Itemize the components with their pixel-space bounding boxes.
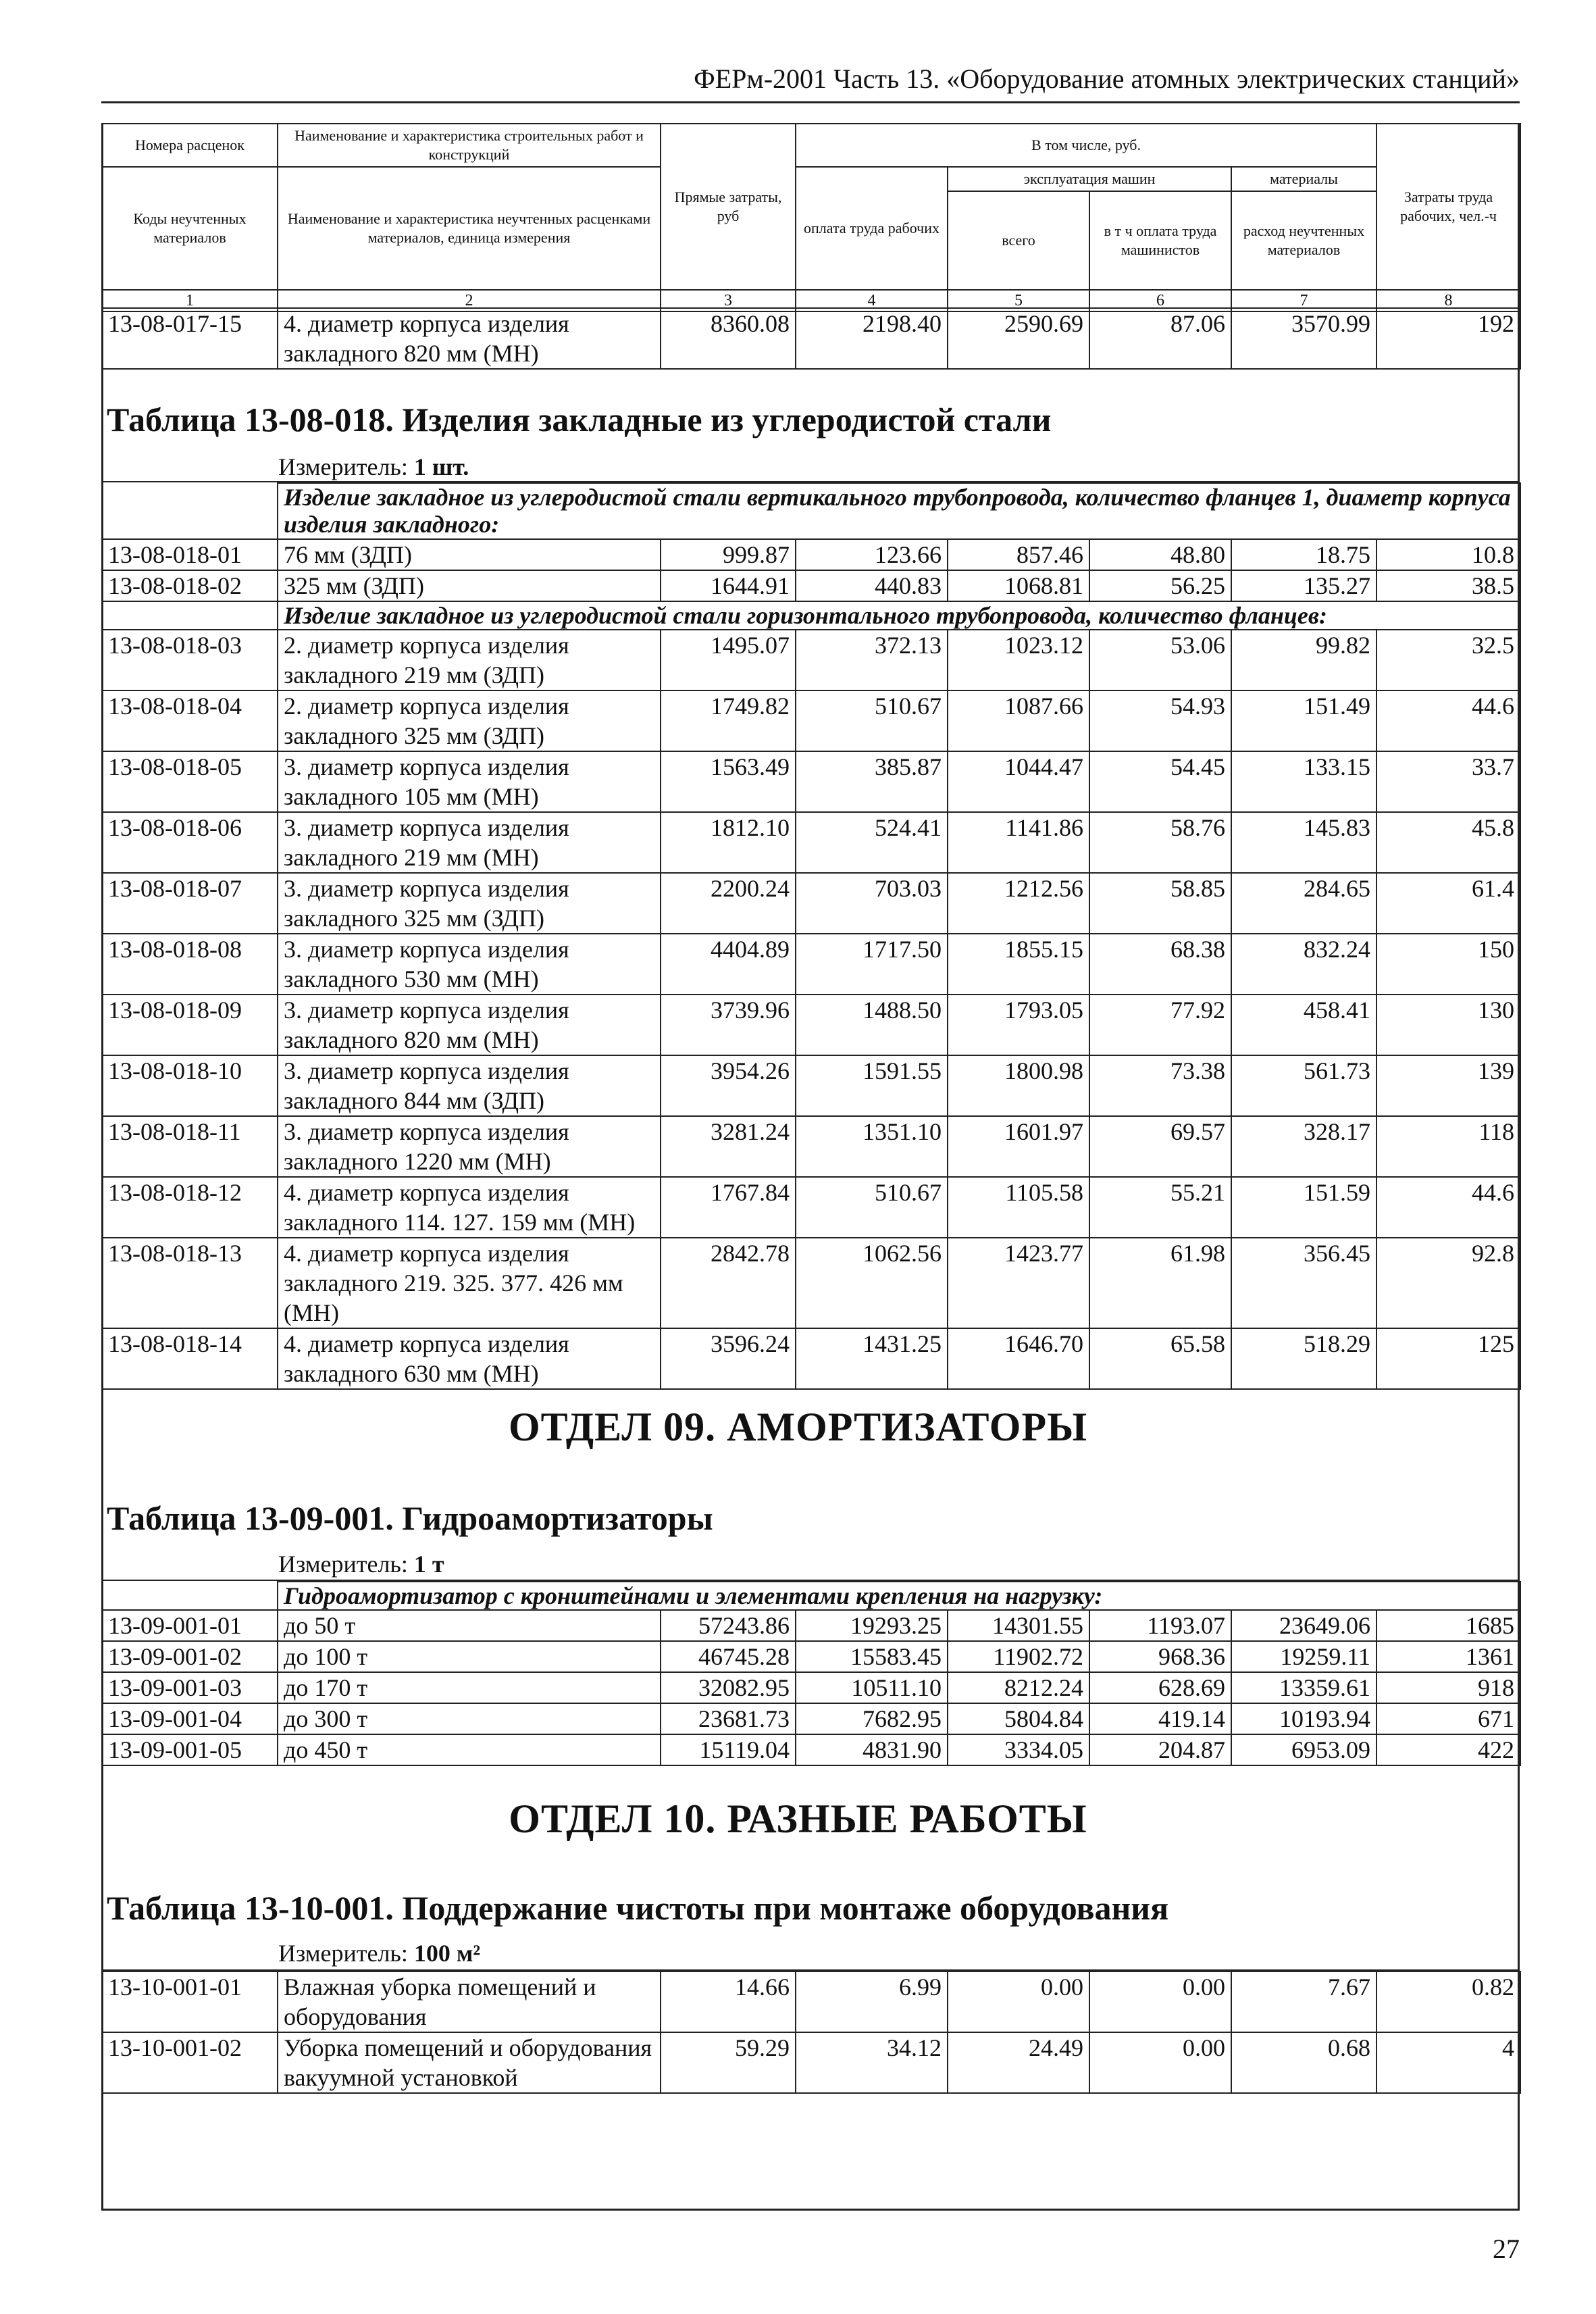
- row-name: 4. диаметр корпуса изделия закладного 114. 127. 159 мм (МН): [278, 1177, 661, 1238]
- machines-total: 1855.15: [948, 934, 1089, 995]
- materials-cost: 151.49: [1231, 690, 1376, 751]
- materials-cost: 99.82: [1231, 630, 1376, 690]
- machines-total: 1068.81: [948, 570, 1089, 601]
- labor-pay: 4831.90: [796, 1734, 948, 1765]
- direct-cost: 14.66: [661, 1971, 796, 2032]
- direct-cost: 46745.28: [661, 1641, 796, 1672]
- direct-cost: 1644.91: [661, 570, 796, 601]
- meter-label: Измеритель:: [278, 453, 408, 480]
- direct-cost: 1563.49: [661, 751, 796, 812]
- table-row: [102, 1610, 1520, 1641]
- row-code: 13-08-018-11: [102, 1116, 278, 1177]
- col4-header: оплата труда рабочих: [796, 167, 948, 290]
- col1-bottom-header: Коды неучтенных материалов: [102, 167, 278, 290]
- table-row: [102, 1177, 1520, 1238]
- materials-cost: 151.59: [1231, 1177, 1376, 1238]
- machinists-pay: 77.92: [1089, 995, 1231, 1055]
- direct-cost: 1495.07: [661, 630, 796, 690]
- col3-header: Прямые затраты, руб: [661, 124, 796, 290]
- direct-cost: 2200.24: [661, 873, 796, 934]
- machines-total: 1212.56: [948, 873, 1089, 934]
- direct-cost: 23681.73: [661, 1703, 796, 1734]
- continued-row-table: [101, 307, 1521, 370]
- labor-hours: 4: [1376, 2032, 1520, 2093]
- materials-cost: 518.29: [1231, 1328, 1376, 1389]
- row-name: 2. диаметр корпуса изделия закладного 325 мм (ЗДП): [278, 690, 661, 751]
- group-heading: Гидроамортизатор с кронштейнами и элементами крепления на нагрузку:: [278, 1582, 1520, 1610]
- labor-pay: 19293.25: [796, 1610, 948, 1641]
- machines-total: 1141.86: [948, 812, 1089, 873]
- labor-pay: 15583.45: [796, 1641, 948, 1672]
- machines-total: 1793.05: [948, 995, 1089, 1055]
- labor-pay: 1431.25: [796, 1328, 948, 1389]
- col-number: 4: [796, 290, 948, 311]
- meter-value: 100 м²: [413, 1940, 481, 1967]
- labor-pay: 1062.56: [796, 1238, 948, 1328]
- materials-cost: 135.27: [1231, 570, 1376, 601]
- labor-pay: 510.67: [796, 690, 948, 751]
- row-name: 76 мм (ЗДП): [278, 539, 661, 570]
- machines-total: 24.49: [948, 2032, 1089, 2093]
- row-code: 13-08-018-02: [102, 570, 278, 601]
- machines-total: 1601.97: [948, 1116, 1089, 1177]
- section-09-title: ОТДЕЛ 09. АМОРТИЗАТОРЫ: [508, 1405, 1088, 1449]
- direct-cost: 8360.08: [661, 308, 796, 369]
- group-heading: Изделие закладное из углеродистой стали горизонтального трубопровода, количество фланцев:: [278, 601, 1520, 630]
- materials-cost: 18.75: [1231, 539, 1376, 570]
- row-name: 3. диаметр корпуса изделия закладного 844 мм (ЗДП): [278, 1055, 661, 1116]
- machinists-pay: 0.00: [1089, 1971, 1231, 2032]
- table-row: [102, 570, 1520, 601]
- table-row: [102, 812, 1520, 873]
- meter-value: 1 шт.: [413, 453, 469, 480]
- row-code: 13-09-001-05: [102, 1734, 278, 1765]
- row-name: Влажная уборка помещений и оборудования: [278, 1971, 661, 2032]
- col-number: 3: [661, 290, 796, 311]
- group-heading: Изделие закладное из углеродистой стали вертикального трубопровода, количество фланцев 1, диаметр корпуса изделия закладного:: [278, 483, 1520, 539]
- row-name: 3. диаметр корпуса изделия закладного 530 мм (МН): [278, 934, 661, 995]
- machines-total: 8212.24: [948, 1672, 1089, 1703]
- materials-cost: 7.67: [1231, 1971, 1376, 2032]
- row-name: до 100 т: [278, 1641, 661, 1672]
- col5-header: всего: [948, 191, 1089, 290]
- table-018-title: Таблица 13-08-018. Изделия закладные из углеродистой стали: [107, 401, 1052, 438]
- row-code: 13-09-001-04: [102, 1703, 278, 1734]
- machines-total: 1423.77: [948, 1238, 1089, 1328]
- row-code: 13-08-018-12: [102, 1177, 278, 1238]
- labor-hours: 44.6: [1376, 1177, 1520, 1238]
- machinists-pay: 68.38: [1089, 934, 1231, 995]
- labor-hours: 38.5: [1376, 570, 1520, 601]
- labor-pay: 2198.40: [796, 308, 948, 369]
- labor-pay: 10511.10: [796, 1672, 948, 1703]
- machines-total: 5804.84: [948, 1703, 1089, 1734]
- page-number: 27: [1493, 2234, 1520, 2264]
- table-row: [102, 690, 1520, 751]
- direct-cost: 57243.86: [661, 1610, 796, 1641]
- machinists-pay: 65.58: [1089, 1328, 1231, 1389]
- table-row: [102, 1703, 1520, 1734]
- row-code: 13-08-017-15: [102, 308, 278, 369]
- machinists-pay: 87.06: [1089, 308, 1231, 369]
- labor-pay: 6.99: [796, 1971, 948, 2032]
- labor-pay: 440.83: [796, 570, 948, 601]
- materials-header: материалы: [1231, 167, 1376, 191]
- direct-cost: 3596.24: [661, 1328, 796, 1389]
- table-row: [102, 934, 1520, 995]
- col2-bottom-header: Наименование и характеристика неучтенных расценками материалов, единица измерения: [278, 167, 661, 290]
- row-name: Уборка помещений и оборудования вакуумной установкой: [278, 2032, 661, 2093]
- table-row: [102, 751, 1520, 812]
- col-number: 7: [1231, 290, 1376, 311]
- labor-hours: 671: [1376, 1703, 1520, 1734]
- row-name: 4. диаметр корпуса изделия закладного 630 мм (МН): [278, 1328, 661, 1389]
- row-name: 3. диаметр корпуса изделия закладного 1220 мм (МН): [278, 1116, 661, 1177]
- table-row: [102, 1055, 1520, 1116]
- row-name: до 50 т: [278, 1610, 661, 1641]
- row-name: 3. диаметр корпуса изделия закладного 325 мм (ЗДП): [278, 873, 661, 934]
- machines-total: 11902.72: [948, 1641, 1089, 1672]
- col2-top-header: Наименование и характеристика строительных работ и конструкций: [278, 124, 661, 167]
- machinists-pay: 204.87: [1089, 1734, 1231, 1765]
- meter-value: 1 т: [413, 1551, 444, 1578]
- table-row: [102, 1641, 1520, 1672]
- row-name: 4. диаметр корпуса изделия закладного 219. 325. 377. 426 мм (МН): [278, 1238, 661, 1328]
- table-row: [102, 1734, 1520, 1765]
- materials-cost: 458.41: [1231, 995, 1376, 1055]
- table-09-001-meter: [278, 1550, 444, 1578]
- materials-cost: 133.15: [1231, 751, 1376, 812]
- labor-hours: 0.82: [1376, 1971, 1520, 2032]
- table-row: [102, 308, 1520, 369]
- col-number: 5: [948, 290, 1089, 311]
- row-code: 13-08-018-06: [102, 812, 278, 873]
- materials-cost: 3570.99: [1231, 308, 1376, 369]
- table-row: [102, 995, 1520, 1055]
- labor-hours: 125: [1376, 1328, 1520, 1389]
- col7-header: расход неучтенных материалов: [1231, 191, 1376, 290]
- table-10-001-meter: [278, 1939, 480, 1967]
- labor-hours: 1361: [1376, 1641, 1520, 1672]
- machines-total: 1023.12: [948, 630, 1089, 690]
- labor-hours: 33.7: [1376, 751, 1520, 812]
- machinists-pay: 1193.07: [1089, 1610, 1231, 1641]
- materials-cost: 0.68: [1231, 2032, 1376, 2093]
- labor-hours: 192: [1376, 308, 1520, 369]
- row-name: 3. диаметр корпуса изделия закладного 820 мм (МН): [278, 995, 661, 1055]
- direct-cost: 4404.89: [661, 934, 796, 995]
- table-09-001: [101, 1581, 1521, 1766]
- machines-total: 1646.70: [948, 1328, 1089, 1389]
- table-10-001: [101, 1971, 1521, 2094]
- materials-cost: 10193.94: [1231, 1703, 1376, 1734]
- section-10-title: ОТДЕЛ 10. РАЗНЫЕ РАБОТЫ: [509, 1796, 1087, 1841]
- row-name: 3. диаметр корпуса изделия закладного 219 мм (МН): [278, 812, 661, 873]
- row-code: 13-08-018-01: [102, 539, 278, 570]
- materials-cost: 6953.09: [1231, 1734, 1376, 1765]
- direct-cost: 2842.78: [661, 1238, 796, 1328]
- machines-header: эксплуатация машин: [948, 167, 1231, 191]
- machinists-pay: 628.69: [1089, 1672, 1231, 1703]
- machines-total: 1044.47: [948, 751, 1089, 812]
- materials-cost: 19259.11: [1231, 1641, 1376, 1672]
- direct-cost: 59.29: [661, 2032, 796, 2093]
- machines-total: 14301.55: [948, 1610, 1089, 1641]
- materials-cost: 13359.61: [1231, 1672, 1376, 1703]
- row-name: до 300 т: [278, 1703, 661, 1734]
- labor-hours: 139: [1376, 1055, 1520, 1116]
- row-code: 13-10-001-01: [102, 1971, 278, 2032]
- row-name: 4. диаметр корпуса изделия закладного 820 мм (МН): [278, 308, 661, 369]
- row-code: 13-09-001-01: [102, 1610, 278, 1641]
- direct-cost: 1767.84: [661, 1177, 796, 1238]
- table-row: [102, 2032, 1520, 2093]
- row-name: до 170 т: [278, 1672, 661, 1703]
- row-name: 2. диаметр корпуса изделия закладного 219 мм (ЗДП): [278, 630, 661, 690]
- row-code: 13-08-018-14: [102, 1328, 278, 1389]
- labor-pay: 1351.10: [796, 1116, 948, 1177]
- direct-cost: 1749.82: [661, 690, 796, 751]
- direct-cost: 3739.96: [661, 995, 796, 1055]
- machinists-pay: 48.80: [1089, 539, 1231, 570]
- machinists-pay: 419.14: [1089, 1703, 1231, 1734]
- labor-pay: 372.13: [796, 630, 948, 690]
- materials-cost: 145.83: [1231, 812, 1376, 873]
- materials-cost: 23649.06: [1231, 1610, 1376, 1641]
- column-header-table: [101, 123, 1521, 312]
- direct-cost: 1812.10: [661, 812, 796, 873]
- row-code: 13-08-018-03: [102, 630, 278, 690]
- row-code: 13-09-001-03: [102, 1672, 278, 1703]
- machines-total: 0.00: [948, 1971, 1089, 2032]
- table-018: [101, 482, 1521, 1390]
- labor-pay: 385.87: [796, 751, 948, 812]
- row-code: 13-08-018-08: [102, 934, 278, 995]
- labor-hours: 61.4: [1376, 873, 1520, 934]
- row-name: 3. диаметр корпуса изделия закладного 105 мм (МН): [278, 751, 661, 812]
- machinists-pay: 54.45: [1089, 751, 1231, 812]
- machinists-pay: 69.57: [1089, 1116, 1231, 1177]
- labor-hours: 1685: [1376, 1610, 1520, 1641]
- table-018-meter: [278, 453, 469, 481]
- including-header: В том числе, руб.: [796, 124, 1376, 167]
- row-name: до 450 т: [278, 1734, 661, 1765]
- machines-total: 1800.98: [948, 1055, 1089, 1116]
- materials-cost: 561.73: [1231, 1055, 1376, 1116]
- meter-label: Измеритель:: [278, 1940, 408, 1967]
- row-code: 13-08-018-09: [102, 995, 278, 1055]
- table-row: [102, 539, 1520, 570]
- labor-pay: 7682.95: [796, 1703, 948, 1734]
- header-rule: [101, 101, 1520, 103]
- labor-hours: 92.8: [1376, 1238, 1520, 1328]
- labor-pay: 123.66: [796, 539, 948, 570]
- direct-cost: 15119.04: [661, 1734, 796, 1765]
- direct-cost: 999.87: [661, 539, 796, 570]
- col1-top-header: Номера расценок: [102, 124, 278, 167]
- table-09-001-title: Таблица 13-09-001. Гидроамортизаторы: [107, 1499, 713, 1537]
- table-row: [102, 1116, 1520, 1177]
- machinists-pay: 0.00: [1089, 2032, 1231, 2093]
- table-row: [102, 1672, 1520, 1703]
- labor-pay: 703.03: [796, 873, 948, 934]
- running-header: ФЕРм-2001 Часть 13. «Оборудование атомных электрических станций»: [694, 64, 1520, 94]
- labor-hours: 44.6: [1376, 690, 1520, 751]
- row-name: 325 мм (ЗДП): [278, 570, 661, 601]
- materials-cost: 832.24: [1231, 934, 1376, 995]
- row-code: 13-10-001-02: [102, 2032, 278, 2093]
- labor-pay: 510.67: [796, 1177, 948, 1238]
- row-code: 13-08-018-10: [102, 1055, 278, 1116]
- machines-total: 2590.69: [948, 308, 1089, 369]
- materials-cost: 356.45: [1231, 1238, 1376, 1328]
- machines-total: 1087.66: [948, 690, 1089, 751]
- labor-pay: 524.41: [796, 812, 948, 873]
- machinists-pay: 53.06: [1089, 630, 1231, 690]
- materials-cost: 284.65: [1231, 873, 1376, 934]
- row-code: 13-08-018-13: [102, 1238, 278, 1328]
- table-10-001-title: Таблица 13-10-001. Поддержание чистоты при монтаже оборудования: [107, 1889, 1169, 1927]
- labor-hours: 32.5: [1376, 630, 1520, 690]
- table-row: [102, 1238, 1520, 1328]
- direct-cost: 3954.26: [661, 1055, 796, 1116]
- machinists-pay: 61.98: [1089, 1238, 1231, 1328]
- machines-total: 3334.05: [948, 1734, 1089, 1765]
- labor-hours: 118: [1376, 1116, 1520, 1177]
- materials-cost: 328.17: [1231, 1116, 1376, 1177]
- direct-cost: 32082.95: [661, 1672, 796, 1703]
- machinists-pay: 968.36: [1089, 1641, 1231, 1672]
- meter-label: Измеритель:: [278, 1551, 408, 1578]
- machines-total: 857.46: [948, 539, 1089, 570]
- table-row: [102, 1971, 1520, 2032]
- labor-pay: 1717.50: [796, 934, 948, 995]
- row-code: 13-09-001-02: [102, 1641, 278, 1672]
- machinists-pay: 73.38: [1089, 1055, 1231, 1116]
- machinists-pay: 58.85: [1089, 873, 1231, 934]
- labor-hours: 45.8: [1376, 812, 1520, 873]
- labor-pay: 34.12: [796, 2032, 948, 2093]
- col-number: 6: [1089, 290, 1231, 311]
- row-code: 13-08-018-07: [102, 873, 278, 934]
- col6-header: в т ч оплата труда машинистов: [1089, 191, 1231, 290]
- table-row: [102, 873, 1520, 934]
- machinists-pay: 58.76: [1089, 812, 1231, 873]
- labor-hours: 422: [1376, 1734, 1520, 1765]
- machinists-pay: 54.93: [1089, 690, 1231, 751]
- machinists-pay: 56.25: [1089, 570, 1231, 601]
- row-code: 13-08-018-05: [102, 751, 278, 812]
- labor-hours: 150: [1376, 934, 1520, 995]
- labor-pay: 1591.55: [796, 1055, 948, 1116]
- labor-hours: 918: [1376, 1672, 1520, 1703]
- row-code: 13-08-018-04: [102, 690, 278, 751]
- col-number: 1: [102, 290, 278, 311]
- machinists-pay: 55.21: [1089, 1177, 1231, 1238]
- labor-hours: 130: [1376, 995, 1520, 1055]
- col-number: 2: [278, 290, 661, 311]
- col8-header: Затраты труда рабочих, чел.-ч: [1376, 124, 1520, 290]
- table-row: [102, 630, 1520, 690]
- col-number: 8: [1376, 290, 1520, 311]
- direct-cost: 3281.24: [661, 1116, 796, 1177]
- machines-total: 1105.58: [948, 1177, 1089, 1238]
- labor-pay: 1488.50: [796, 995, 948, 1055]
- labor-hours: 10.8: [1376, 539, 1520, 570]
- table-row: [102, 1328, 1520, 1389]
